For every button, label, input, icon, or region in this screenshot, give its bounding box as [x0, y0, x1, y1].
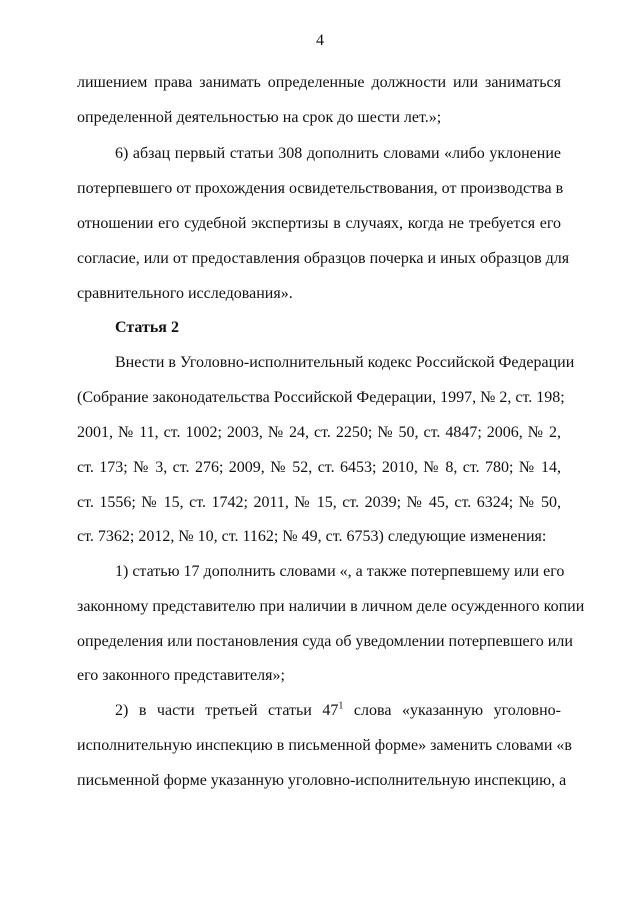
text-fragment: слова «указанную уголовно- [343, 702, 561, 719]
text-line: согласие, или от предоставления образцов почерка и иных образцов для [77, 250, 570, 267]
text-line: определения или постановления суда об уведомлении потерпевшего или [77, 633, 573, 650]
article-heading: Статья 2 [115, 319, 179, 336]
text-line-with-superscript [115, 701, 561, 721]
text-line: определенной деятельностью на срок до шести лет.»; [77, 109, 442, 126]
text-line: законному представителю при наличии в личном деле осужденного копии [77, 598, 585, 615]
text-line: его законного представителя»; [77, 667, 285, 684]
text-line: (Собрание законодательства Российской Федерации, 1997, № 2, ст. 198; [77, 389, 565, 406]
text-line: ст. 1556; № 15, ст. 1742; 2011, № 15, ст. 2039; № 45, ст. 6324; № 50, [77, 494, 561, 511]
text-line: 2001, № 11, ст. 1002; 2003, № 24, ст. 2250; № 50, ст. 4847; 2006, № 2, [77, 424, 561, 441]
text-line: Внести в Уголовно-исполнительный кодекс Российской Федерации [115, 354, 575, 371]
text-line: ст. 173; № 3, ст. 276; 2009, № 52, ст. 6453; 2010, № 8, ст. 780; № 14, [77, 459, 561, 476]
page-number: 4 [316, 32, 324, 49]
text-line: 1) статью 17 дополнить словами «, а также потерпевшему или его [115, 563, 565, 580]
text-line: сравнительного исследования». [77, 285, 293, 302]
superscript: 1 [338, 700, 344, 712]
text-fragment: 2) в части третьей статьи 47 [115, 702, 339, 719]
text-line: лишением права занимать определенные должности или заниматься [77, 74, 561, 91]
text-line: письменной форме указанную уголовно-исполнительную инспекцию, а [77, 772, 567, 789]
text-line: отношении его судебной экспертизы в случаях, когда не требуется его [77, 215, 561, 232]
text-line: потерпевшего от прохождения освидетельствования, от производства в [77, 180, 564, 197]
text-line: 6) абзац первый статьи 308 дополнить словами «либо уклонение [115, 145, 561, 162]
text-line: исполнительную инспекцию в письменной форме» заменить словами «в [77, 737, 572, 754]
text-line: ст. 7362; 2012, № 10, ст. 1162; № 49, ст. 6753) следующие изменения: [77, 528, 547, 545]
